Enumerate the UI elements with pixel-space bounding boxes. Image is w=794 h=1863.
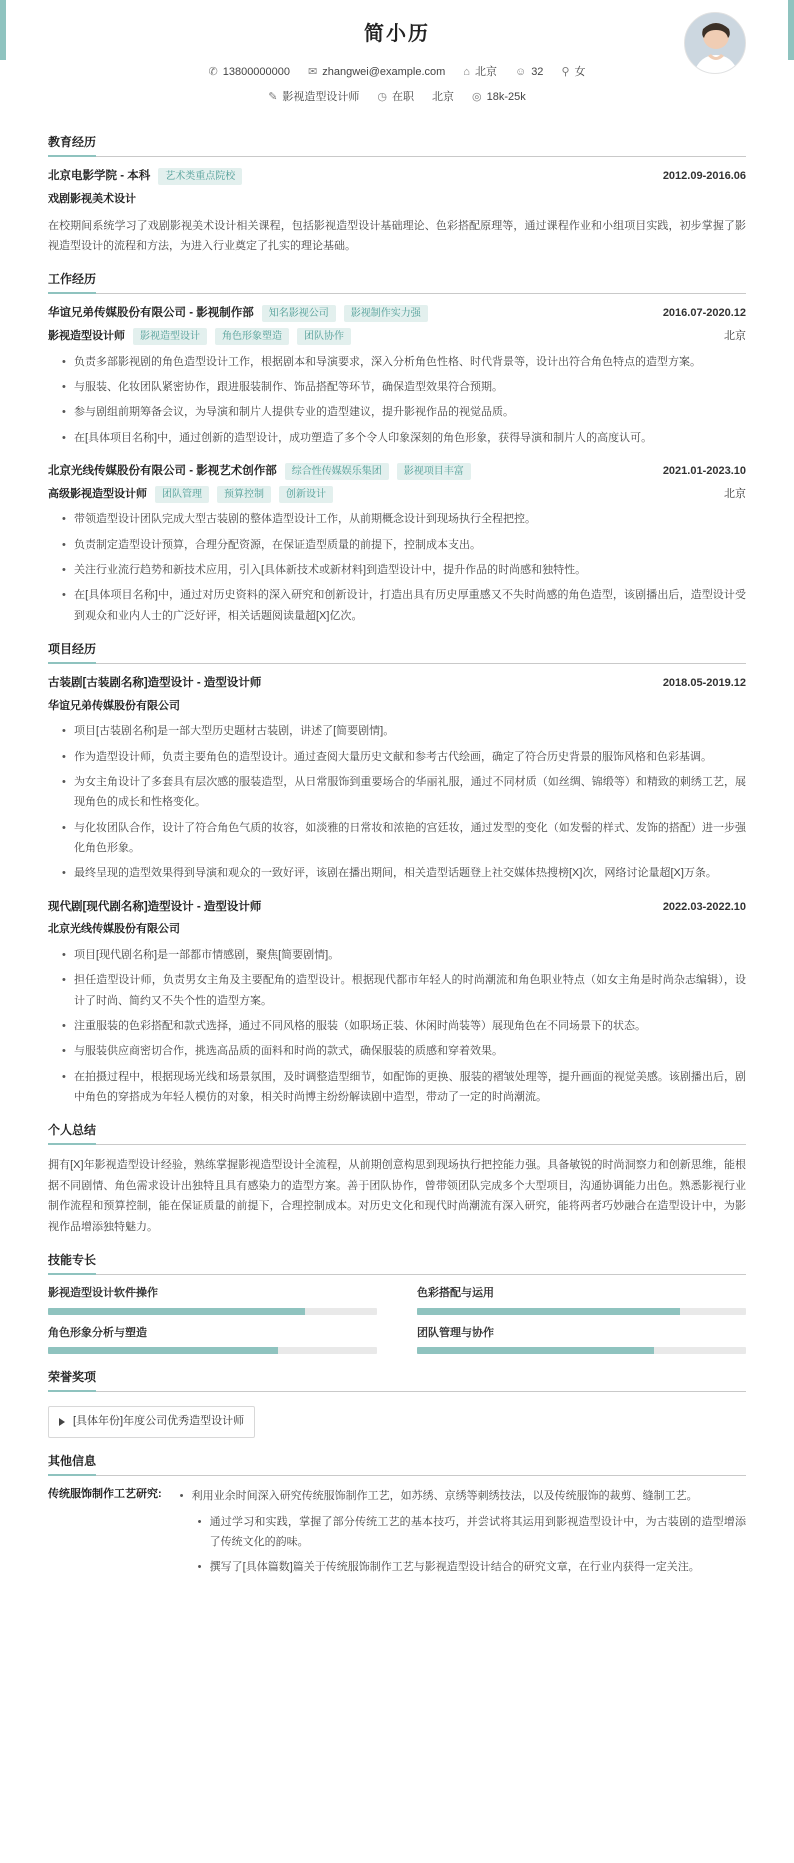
phone-icon: ✆: [208, 66, 218, 79]
list-item: • 在[具体项目名称]中，通过创新的造型设计，成功塑造了多个令人印象深刻的角色形象，获得导演和制片人的高度认可。: [64, 428, 746, 448]
contact-email: [308, 64, 445, 82]
other-bullets: [168, 1486, 746, 1506]
other-sub-bullets: [168, 1512, 746, 1578]
work-position-tag: 团队协作: [297, 328, 351, 345]
chevron-right-icon: [59, 1418, 65, 1426]
contact-gender-value: 女: [574, 66, 586, 78]
skill-bar-fill: [417, 1308, 680, 1315]
section-title-awards: 荣誉奖项: [48, 1368, 96, 1392]
contact-phone: [209, 64, 291, 82]
education-description: 在校期间系统学习了戏剧影视美术设计相关课程，包括影视造型设计基础理论、色彩搭配原理等，通过课程作业和小组项目实践，初步掌握了影视造型设计的流程和方法，为进入行业奠定了扎实的理论基础。: [48, 219, 746, 252]
contact-gender: [561, 64, 585, 82]
job-city: [432, 89, 454, 107]
page-title: 简小历: [364, 23, 430, 45]
project-company: 北京光线传媒股份有限公司: [48, 923, 180, 936]
list-item: • 参与剧组前期筹备会议，为导演和制片人提供专业的造型建议，提升影视作品的视觉品质。: [64, 402, 746, 422]
skill-bar-track: [48, 1347, 377, 1354]
section-education: [48, 133, 746, 256]
section-summary: [48, 1121, 746, 1237]
skill-label: 影视造型设计软件操作: [48, 1287, 158, 1300]
avatar: [684, 12, 746, 74]
job-status: [377, 89, 414, 107]
list-item: • 通过学习和实践，掌握了部分传统工艺的基本技巧，并尝试将其运用到影视造型设计中，为古装剧的造型增添了传统文化的韵味。: [198, 1512, 746, 1553]
skill-item: [48, 1325, 377, 1355]
work-position: 高级影视造型设计师: [48, 487, 147, 500]
list-item: • 带领造型设计团队完成大型古装剧的整体造型设计工作，从前期概念设计到现场执行全程把控。: [64, 509, 746, 529]
list-item: • 担任造型设计师，负责男女主角及主要配角的造型设计。根据现代都市年轻人的时尚潮流和角色职业特点（如女主角是时尚杂志编辑），设计了时尚、简约又不失个性的造型方案。: [64, 970, 746, 1011]
award-label: [具体年份]年度公司优秀造型设计师: [73, 1415, 245, 1428]
project-title: 现代剧[现代剧名称]造型设计 - 造型设计师: [48, 900, 262, 913]
job-city-value: 北京: [432, 90, 455, 103]
section-header-education: [48, 133, 746, 157]
work-bullets: [48, 509, 746, 626]
skills-grid: [48, 1285, 746, 1354]
education-item: [48, 167, 746, 256]
skill-bar-fill: [48, 1347, 278, 1354]
contact-location-value: 北京: [474, 66, 497, 78]
skill-bar-track: [417, 1347, 746, 1354]
section-header-awards: [48, 1368, 746, 1392]
gender-icon: ⚲: [561, 66, 570, 79]
education-major: 戏剧影视美术设计: [48, 192, 136, 205]
work-position-tag: 创新设计: [279, 486, 333, 503]
list-item: • 注重服装的色彩搭配和款式选择，通过不同风格的服装（如职场正装、休闲时尚装等）展现角色在不同场景下的状态。: [64, 1016, 746, 1036]
award-item[interactable]: [48, 1406, 255, 1438]
skill-bar-track: [417, 1308, 746, 1315]
section-title-summary: 个人总结: [48, 1121, 96, 1145]
work-company: 华谊兄弟传媒股份有限公司 - 影视制作部: [48, 307, 254, 320]
job-title: [268, 89, 359, 107]
list-item: • 与化妆团队合作，设计了符合角色气质的妆容，如淡雅的日常妆和浓艳的宫廷妆，通过发型的变化（如发髻的样式、发饰的搭配）进一步强化角色形象。: [64, 818, 746, 859]
list-item: • 项目[现代剧名称]是一部都市情感剧，聚焦[简要剧情]。: [64, 945, 746, 965]
skill-bar-fill: [417, 1347, 654, 1354]
section-header-projects: [48, 640, 746, 664]
section-title-other: 其他信息: [48, 1452, 96, 1476]
contact-phone-value: 13800000000: [222, 66, 291, 78]
briefcase-icon: ✎: [268, 90, 278, 103]
list-item: • 与服装供应商密切合作，挑选高品质的面料和时尚的款式，确保服装的质感和穿着效果。: [64, 1041, 746, 1061]
list-item: • 为女主角设计了多套具有层次感的服装造型，从日常服饰到重要场合的华丽礼服，通过不同材质（如丝绸、锦缎等）和精致的刺绣工艺，展现角色的成长和性格变化。: [64, 772, 746, 813]
skill-bar-fill: [48, 1308, 305, 1315]
project-item: [48, 898, 746, 1108]
project-bullets: [48, 721, 746, 883]
other-body: [168, 1486, 746, 1582]
skill-label: 角色形象分析与塑造: [48, 1326, 147, 1339]
education-school: 北京电影学院 - 本科: [48, 170, 151, 183]
education-date: 2012.09-2016.06: [662, 170, 746, 183]
project-date: 2022.03-2022.10: [662, 900, 746, 913]
list-item: • 撰写了[具体篇数]篇关于传统服饰制作工艺与影视造型设计结合的研究文章，在行业内获得一定关注。: [198, 1557, 746, 1577]
summary-text: 拥有[X]年影视造型设计经验，熟练掌握影视造型设计全流程，从前期创意构思到现场执行把控能力强。具备敏锐的时尚洞察力和创新思维，能根据不同剧情、角色需求设计出独特且具有感染力的造型方案。善于团队协作，曾带领团队完成多个大型项目，沟通协调能力出色。熟悉影视行业制作流程和预算控制，能在保证质量的前提下，合理控制成本。对历史文化和现代时尚潮流有深入研究，能将两者巧妙融合在造型设计中，为影视作品增添独特魅力。: [48, 1159, 746, 1233]
work-location: 北京: [724, 330, 746, 343]
project-item: [48, 674, 746, 884]
skill-label: 团队管理与协作: [417, 1326, 494, 1339]
list-item: • 在[具体项目名称]中，通过对历史资料的深入研究和创新设计，打造出具有历史厚重感又不失时尚感的角色造型，该剧播出后，造型设计受到观众和业内人士的广泛好评，相关话题阅读量超[X]亿次。: [64, 585, 746, 626]
list-item: • 关注行业流行趋势和新技术应用，引入[具体新技术或新材料]到造型设计中，提升作品的时尚感和独特性。: [64, 560, 746, 580]
contact-email-value: zhangwei@example.com: [322, 66, 446, 78]
skill-label: 色彩搭配与运用: [417, 1287, 494, 1300]
work-company: 北京光线传媒股份有限公司 - 影视艺术创作部: [48, 465, 277, 477]
work-position: 影视造型设计师: [48, 330, 125, 343]
skill-item: [417, 1325, 746, 1355]
section-projects: [48, 640, 746, 1107]
salary-expectation-value: 18k-25k: [486, 90, 526, 103]
contact-location: [463, 64, 497, 82]
contact-age-value: 32: [531, 66, 544, 78]
work-item: [48, 304, 746, 448]
list-item: • 在拍摄过程中，根据现场光线和场景氛围，及时调整造型细节，如配饰的更换、服装的褶皱处理等，提升画面的视觉美感。该剧播出后，剧中角色的穿搭成为年轻人模仿的对象，相关时尚博主纷纷解读剧中造型，带动了一定的时尚潮流。: [64, 1067, 746, 1108]
section-title-skills: 技能专长: [48, 1251, 96, 1275]
work-date: 2021.01-2023.10: [662, 465, 746, 477]
salary-icon: ◎: [472, 90, 482, 103]
section-title-education: 教育经历: [48, 133, 96, 157]
section-work: [48, 270, 746, 626]
work-company-tag: 综合性传媒娱乐集团: [285, 463, 389, 480]
project-title: 古装剧[古装剧名称]造型设计 - 造型设计师: [48, 677, 262, 690]
section-other: [48, 1452, 746, 1583]
project-bullets: [48, 945, 746, 1107]
status-icon: ◷: [377, 90, 388, 103]
job-title-value: 影视造型设计师: [282, 90, 360, 103]
work-position-tag: 影视造型设计: [133, 328, 207, 345]
mail-icon: ✉: [308, 66, 318, 79]
skill-item: [417, 1285, 746, 1315]
skill-bar-track: [48, 1308, 377, 1315]
skill-item: [48, 1285, 377, 1315]
list-item: • 作为造型设计师，负责主要角色的造型设计。通过查阅大量历史文献和参考古代绘画，确定了符合历史背景的服饰风格和色彩基调。: [64, 747, 746, 767]
section-awards: [48, 1368, 746, 1438]
contact-row-secondary: [48, 89, 746, 107]
work-bullets: [48, 352, 746, 448]
work-company-tag: 影视制作实力强: [344, 305, 428, 322]
section-header-skills: [48, 1251, 746, 1275]
list-item: • 负责制定造型设计预算，合理分配资源，在保证造型质量的前提下，控制成本支出。: [64, 535, 746, 555]
salary-expectation: [472, 89, 526, 107]
list-item: • 利用业余时间深入研究传统服饰制作工艺，如苏绣、京绣等刺绣技法，以及传统服饰的裁剪、缝制工艺。: [182, 1486, 746, 1506]
list-item: • 与服装、化妆团队紧密协作，跟进服装制作、饰品搭配等环节，确保造型效果符合预期。: [64, 377, 746, 397]
contact-age: [515, 64, 543, 82]
section-skills: [48, 1251, 746, 1354]
section-header-work: [48, 270, 746, 294]
list-item: • 负责多部影视剧的角色造型设计工作，根据剧本和导演要求，深入分析角色性格、时代背景等，设计出符合角色特点的造型方案。: [64, 352, 746, 372]
work-company-tag: 影视项目丰富: [397, 463, 471, 480]
other-label: 传统服饰制作工艺研究:: [48, 1488, 162, 1501]
work-date: 2016.07-2020.12: [662, 307, 746, 320]
other-item: [48, 1486, 746, 1582]
project-company: 华谊兄弟传媒股份有限公司: [48, 699, 180, 712]
section-title-work: 工作经历: [48, 270, 96, 294]
list-item: • 项目[古装剧名称]是一部大型历史题材古装剧，讲述了[简要剧情]。: [64, 721, 746, 741]
work-position-tag: 团队管理: [155, 486, 209, 503]
list-item: • 最终呈现的造型效果得到导演和观众的一致好评，该剧在播出期间，相关造型话题登上社交媒体热搜榜[X]次，网络讨论量超[X]万条。: [64, 863, 746, 883]
contact-row-primary: [48, 64, 746, 82]
section-header-summary: [48, 1121, 746, 1145]
job-status-value: 在职: [392, 90, 415, 103]
education-tag: 艺术类重点院校: [158, 168, 242, 185]
section-title-projects: 项目经历: [48, 640, 96, 664]
work-position-tag: 预算控制: [217, 486, 271, 503]
work-item: [48, 462, 746, 626]
age-icon: ☺: [514, 66, 527, 79]
work-company-tag: 知名影视公司: [262, 305, 336, 322]
section-header-other: [48, 1452, 746, 1476]
work-position-tag: 角色形象塑造: [215, 328, 289, 345]
location-icon: ⌂: [463, 66, 470, 79]
resume-header: [0, 0, 794, 119]
project-date: 2018.05-2019.12: [662, 677, 746, 690]
work-location: 北京: [724, 487, 746, 500]
